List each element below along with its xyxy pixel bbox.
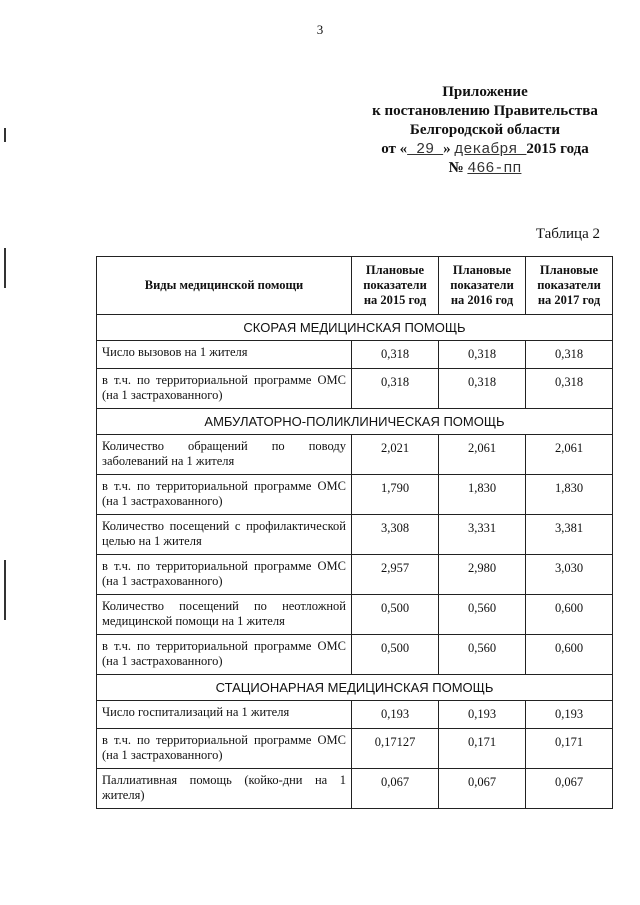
appendix-header <box>340 83 630 178</box>
value-2015: 0,318 <box>352 341 439 369</box>
header-2017: Плановые показатели на 2017 год <box>526 257 613 315</box>
value-2017: 2,061 <box>526 435 613 475</box>
value-2016: 0,171 <box>439 729 526 769</box>
date-mid: » <box>443 141 451 157</box>
table-header-row <box>97 257 613 315</box>
table-row <box>97 341 613 369</box>
row-name: в т.ч. по территориальной программе ОМС (на 1 застрахованного) <box>97 475 352 515</box>
date-day: 29 <box>407 141 444 158</box>
table-row <box>97 595 613 635</box>
appendix-date-line <box>340 140 630 159</box>
scan-edge-mark <box>4 560 6 620</box>
value-2015: 0,17127 <box>352 729 439 769</box>
value-2017: 0,171 <box>526 729 613 769</box>
scan-edge-mark <box>4 128 6 142</box>
indicators-table <box>96 256 613 809</box>
row-name: Количество посещений с профилактической целью на 1 жителя <box>97 515 352 555</box>
value-2017: 3,030 <box>526 555 613 595</box>
row-name: Число вызовов на 1 жителя <box>97 341 352 369</box>
header-medical-care-type: Виды медицинской помощи <box>97 257 352 315</box>
date-prefix: от « <box>381 141 408 157</box>
table-label: Таблица 2 <box>535 226 600 242</box>
appendix-line-3: Белгородской области <box>409 122 561 138</box>
value-2016: 0,560 <box>439 595 526 635</box>
row-name: Количество обращений по поводу заболеваний на 1 жителя <box>97 435 352 475</box>
row-name: в т.ч. по территориальной программе ОМС (на 1 застрахованного) <box>97 729 352 769</box>
value-2016: 0,560 <box>439 635 526 675</box>
table-row <box>97 435 613 475</box>
row-name: в т.ч. по территориальной программе ОМС (на 1 застрахованного) <box>97 369 352 409</box>
table-row <box>97 769 613 809</box>
appendix-line-2: к постановлению Правительства <box>372 103 598 119</box>
section-row <box>97 675 613 701</box>
appendix-title: Приложение <box>442 84 528 100</box>
section-row <box>97 409 613 435</box>
row-name: Число госпитализаций на 1 жителя <box>97 701 352 729</box>
value-2015: 1,790 <box>352 475 439 515</box>
value-2016: 1,830 <box>439 475 526 515</box>
value-2016: 3,331 <box>439 515 526 555</box>
value-2015: 0,067 <box>352 769 439 809</box>
value-2016: 0,067 <box>439 769 526 809</box>
section-title: СТАЦИОНАРНАЯ МЕДИЦИНСКАЯ ПОМОЩЬ <box>97 675 613 701</box>
value-2015: 0,318 <box>352 369 439 409</box>
table-row <box>97 701 613 729</box>
value-2017: 0,067 <box>526 769 613 809</box>
value-2016: 0,318 <box>439 369 526 409</box>
value-2017: 0,600 <box>526 595 613 635</box>
value-2015: 2,957 <box>352 555 439 595</box>
page-number: 3 <box>316 22 324 37</box>
table-row <box>97 729 613 769</box>
section-row <box>97 315 613 341</box>
value-2017: 3,381 <box>526 515 613 555</box>
value-2015: 0,500 <box>352 635 439 675</box>
date-month: декабря <box>454 141 527 158</box>
row-name: в т.ч. по территориальной программе ОМС (на 1 застрахованного) <box>97 555 352 595</box>
table-row <box>97 635 613 675</box>
table-body <box>97 315 613 809</box>
value-2016: 2,980 <box>439 555 526 595</box>
date-year: 2015 года <box>526 141 589 157</box>
row-name: Паллиативная помощь (койко-дни на 1 жителя) <box>97 769 352 809</box>
value-2017: 0,318 <box>526 369 613 409</box>
value-2016: 0,193 <box>439 701 526 729</box>
value-2017: 1,830 <box>526 475 613 515</box>
value-2016: 0,318 <box>439 341 526 369</box>
appendix-number-line <box>340 159 630 178</box>
value-2017: 0,318 <box>526 341 613 369</box>
value-2015: 0,500 <box>352 595 439 635</box>
table-row <box>97 369 613 409</box>
table-row <box>97 555 613 595</box>
value-2015: 0,193 <box>352 701 439 729</box>
table-row <box>97 475 613 515</box>
value-2016: 2,061 <box>439 435 526 475</box>
resolution-number: 466-пп <box>467 160 522 177</box>
row-name: в т.ч. по территориальной программе ОМС (на 1 застрахованного) <box>97 635 352 675</box>
header-2015: Плановые показатели на 2015 год <box>352 257 439 315</box>
value-2017: 0,600 <box>526 635 613 675</box>
section-title: АМБУЛАТОРНО-ПОЛИКЛИНИЧЕСКАЯ ПОМОЩЬ <box>97 409 613 435</box>
header-2016: Плановые показатели на 2016 год <box>439 257 526 315</box>
value-2017: 0,193 <box>526 701 613 729</box>
row-name: Количество посещений по неотложной медицинской помощи на 1 жителя <box>97 595 352 635</box>
value-2015: 3,308 <box>352 515 439 555</box>
scan-edge-mark <box>4 248 6 288</box>
table-row <box>97 515 613 555</box>
section-title: СКОРАЯ МЕДИЦИНСКАЯ ПОМОЩЬ <box>97 315 613 341</box>
number-prefix: № <box>448 160 468 176</box>
value-2015: 2,021 <box>352 435 439 475</box>
